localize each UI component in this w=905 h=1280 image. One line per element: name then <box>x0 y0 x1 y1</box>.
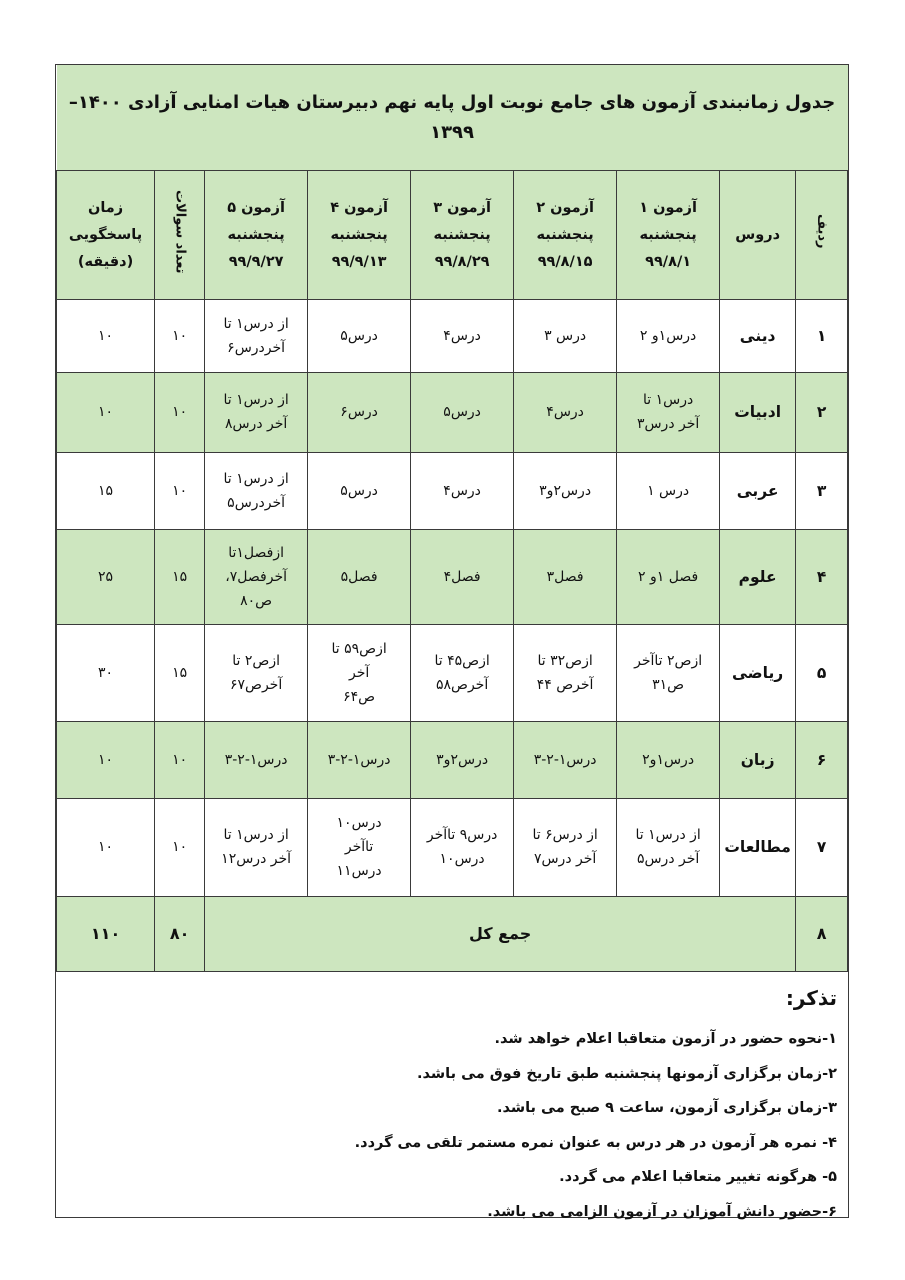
exam-3-cell <box>411 373 514 453</box>
table-row <box>57 798 848 897</box>
exam-1-cell <box>617 625 720 722</box>
time-cell: ۱۰ <box>57 373 155 453</box>
header-subject: دروس <box>720 171 796 300</box>
exam-5-cell <box>205 721 308 798</box>
exam-1-cell <box>617 530 720 625</box>
exam-cell-line: درس۱و۲ <box>642 751 695 768</box>
subject-cell: زبان <box>720 721 796 798</box>
table-body <box>57 300 848 897</box>
exam-cell-line: ازص۵۹ تا <box>331 641 387 657</box>
exam-5-cell <box>205 452 308 530</box>
questions-cell: ۱۵ <box>155 625 205 722</box>
exam-cell-line: ازص۲ تا <box>232 653 280 669</box>
table-row <box>57 721 848 798</box>
note-item: ۴- نمره هر آزمون در هر درس به عنوان نمره مستمر تلقی می گردد. <box>354 1134 837 1151</box>
exam-cell-line: آخر درس۷ <box>533 851 597 868</box>
notes-title: تذکر: <box>785 986 837 1010</box>
exam-cell-line: درس ۳ <box>544 328 587 345</box>
exam-1-cell <box>617 798 720 897</box>
questions-cell: ۱۰ <box>155 798 205 897</box>
header-exam-3: آزمون ۳ پنجشنبه ۹۹/۸/۲۹ <box>411 171 514 300</box>
table-row <box>57 300 848 373</box>
exam-cell-line: آخردرس۶ <box>227 340 286 357</box>
exam-cell-line: درس۱-۲-۳ <box>533 751 597 768</box>
header-exam-2: آزمون ۲ پنجشنبه ۹۹/۸/۱۵ <box>514 171 617 300</box>
exam-cell-line: از درس۱ تا <box>635 827 701 844</box>
exam-cell-line: درس ۱ <box>647 483 690 499</box>
table-row <box>57 373 848 453</box>
header-time: زمان پاسخگویی (دقیقه) <box>57 171 155 300</box>
exam-3-cell <box>411 452 514 530</box>
exam-2-cell <box>514 300 617 373</box>
exam-cell-line: ص۳۱ <box>652 677 685 693</box>
exam-cell-line: ازص۴۵ تا <box>434 653 490 669</box>
subject-cell: ریاضی <box>720 625 796 722</box>
exam-cell-line: ازص۲ تاآخر <box>634 653 703 669</box>
row-number: ۱ <box>796 300 848 373</box>
note-item: ۶-حضور دانش آموزان در آزمون الزامی می باشد. <box>487 1203 837 1220</box>
exam-3-cell <box>411 798 514 897</box>
exam-cell-line: درس۱۰ <box>336 815 382 832</box>
questions-cell: ۱۵ <box>155 530 205 625</box>
exam-3-cell <box>411 530 514 625</box>
exam-cell-line: درس۱-۲-۳ <box>327 751 391 768</box>
note-item: ۲-زمان برگزاری آزمونها پنجشنبه طبق تاریخ فوق می باشد. <box>417 1065 837 1082</box>
exam-cell-line: از درس۶ تا <box>532 827 598 844</box>
questions-cell: ۱۰ <box>155 300 205 373</box>
exam-4-cell <box>308 798 411 897</box>
time-cell: ۱۰ <box>57 798 155 897</box>
header-exam-4: آزمون ۴ پنجشنبه ۹۹/۹/۱۳ <box>308 171 411 300</box>
exam-cell-line: درس۱۱ <box>336 863 382 880</box>
exam-3-cell <box>411 625 514 722</box>
exam-cell-line: فصل۵ <box>340 569 378 586</box>
exam-1-cell <box>617 300 720 373</box>
exam-2-cell <box>514 452 617 530</box>
exam-cell-line: درس۴ <box>546 404 584 421</box>
exam-3-cell <box>411 300 514 373</box>
exam-cell-line: فصل ۱و ۲ <box>638 569 699 586</box>
exam-cell-line: آخر درس۵ <box>636 851 700 868</box>
total-questions: ۸۰ <box>155 897 205 972</box>
exam-cell-line: درس۴ <box>443 483 481 499</box>
exam-cell-line: از درس۱ تا <box>223 827 289 844</box>
exam-cell-line: فصل۴ <box>443 569 481 586</box>
exam-cell-line: آخرص۵۸ <box>435 677 489 693</box>
notes-section <box>56 972 847 1229</box>
exam-cell-line: درس۹ تاآخر <box>426 827 498 844</box>
exam-cell-line: درس۱-۲-۳ <box>224 751 288 768</box>
exam-cell-line: از درس۱ تا <box>223 471 289 487</box>
exam-3-cell <box>411 721 514 798</box>
exam-cell-line: درس۱و ۲ <box>639 328 697 345</box>
header-index: ردیف <box>796 171 848 300</box>
note-item: ۵- هرگونه تغییر متعاقبا اعلام می گردد. <box>559 1169 837 1185</box>
exam-cell-line: ازص۳۲ تا <box>537 653 593 669</box>
exam-cell-line: درس۶ <box>340 404 378 421</box>
exam-cell-line: آخرص۶۷ <box>229 677 283 693</box>
exam-cell-line: ازفصل۱تا <box>228 545 284 562</box>
exam-cell-line: فصل۳ <box>546 569 584 586</box>
time-cell: ۳۰ <box>57 625 155 722</box>
questions-cell: ۱۰ <box>155 373 205 453</box>
exam-cell-line: درس۵ <box>340 328 378 345</box>
header-exam-5: آزمون ۵ پنجشنبه ۹۹/۹/۲۷ <box>205 171 308 300</box>
header-questions: تعداد سوالات <box>155 171 205 300</box>
row-number: ۶ <box>796 721 848 798</box>
exam-cell-line: درس۲و۳ <box>539 483 592 499</box>
exam-cell-line: درس۵ <box>340 483 378 499</box>
subject-cell: علوم <box>720 530 796 625</box>
notes-list <box>66 1022 837 1229</box>
row-number: ۴ <box>796 530 848 625</box>
page-title: جدول زمانبندی آزمون های جامع نوبت اول پایه نهم دبیرستان هیات امنایی آزادی ۱۴۰۰–۱۳۹۹ <box>57 65 848 171</box>
exam-5-cell <box>205 373 308 453</box>
exam-cell-line: آخردرس۵ <box>227 495 286 511</box>
exam-cell-line: تاآخر <box>344 839 374 856</box>
total-row <box>57 897 848 972</box>
exam-5-cell <box>205 625 308 722</box>
exam-2-cell <box>514 530 617 625</box>
exam-cell-line: درس۵ <box>443 404 481 421</box>
questions-cell: ۱۰ <box>155 452 205 530</box>
schedule-table <box>56 65 848 972</box>
subject-cell: مطالعات <box>720 798 796 897</box>
exam-cell-line: از درس۱ تا <box>223 316 289 333</box>
exam-2-cell <box>514 721 617 798</box>
total-label: جمع کل <box>205 897 796 972</box>
subject-cell: دینی <box>720 300 796 373</box>
time-cell: ۱۵ <box>57 452 155 530</box>
exam-cell-line: درس۴ <box>443 328 481 345</box>
table-row <box>57 625 848 722</box>
note-item: ۳-زمان برگزاری آزمون، ساعت ۹ صبح می باشد. <box>496 1100 837 1116</box>
table-row <box>57 452 848 530</box>
time-cell: ۱۰ <box>57 721 155 798</box>
exam-cell-line: درس۱ تا <box>642 392 694 409</box>
exam-2-cell <box>514 625 617 722</box>
exam-4-cell <box>308 625 411 722</box>
exam-cell-line: آخرفصل۷، <box>225 569 287 586</box>
exam-cell-line: آخر درس۱۲ <box>221 851 292 868</box>
row-number: ۲ <box>796 373 848 453</box>
exam-2-cell <box>514 373 617 453</box>
note-item: ۱-نحوه حضور در آزمون متعاقبا اعلام خواهد شد. <box>494 1031 837 1047</box>
row-number: ۳ <box>796 452 848 530</box>
schedule-sheet <box>55 64 849 1218</box>
exam-1-cell <box>617 721 720 798</box>
exam-5-cell <box>205 798 308 897</box>
exam-cell-line: آخرص ۴۴ <box>536 677 594 693</box>
exam-cell-line: آخر درس۳ <box>636 416 700 433</box>
table-header-row <box>57 171 848 300</box>
row-number: ۵ <box>796 625 848 722</box>
exam-cell-line: آخر <box>348 665 370 681</box>
exam-2-cell <box>514 798 617 897</box>
exam-4-cell <box>308 373 411 453</box>
exam-1-cell <box>617 452 720 530</box>
total-time: ۱۱۰ <box>57 897 155 972</box>
total-row-number: ۸ <box>796 897 848 972</box>
time-cell: ۲۵ <box>57 530 155 625</box>
exam-4-cell <box>308 721 411 798</box>
exam-4-cell <box>308 300 411 373</box>
exam-5-cell <box>205 530 308 625</box>
exam-cell-line: از درس۱ تا <box>223 392 289 409</box>
row-number: ۷ <box>796 798 848 897</box>
exam-4-cell <box>308 530 411 625</box>
exam-5-cell <box>205 300 308 373</box>
time-cell: ۱۰ <box>57 300 155 373</box>
exam-1-cell <box>617 373 720 453</box>
exam-cell-line: آخر درس۸ <box>224 416 288 433</box>
subject-cell: ادبیات <box>720 373 796 453</box>
header-exam-1: آزمون ۱ پنجشنبه ۹۹/۸/۱ <box>617 171 720 300</box>
questions-cell: ۱۰ <box>155 721 205 798</box>
exam-cell-line: ص۸۰ <box>240 593 273 610</box>
exam-4-cell <box>308 452 411 530</box>
exam-cell-line: درس۱۰ <box>439 851 485 868</box>
exam-cell-line: ص۶۴ <box>343 689 376 705</box>
subject-cell: عربی <box>720 452 796 530</box>
exam-cell-line: درس۲و۳ <box>436 751 489 768</box>
table-row <box>57 530 848 625</box>
